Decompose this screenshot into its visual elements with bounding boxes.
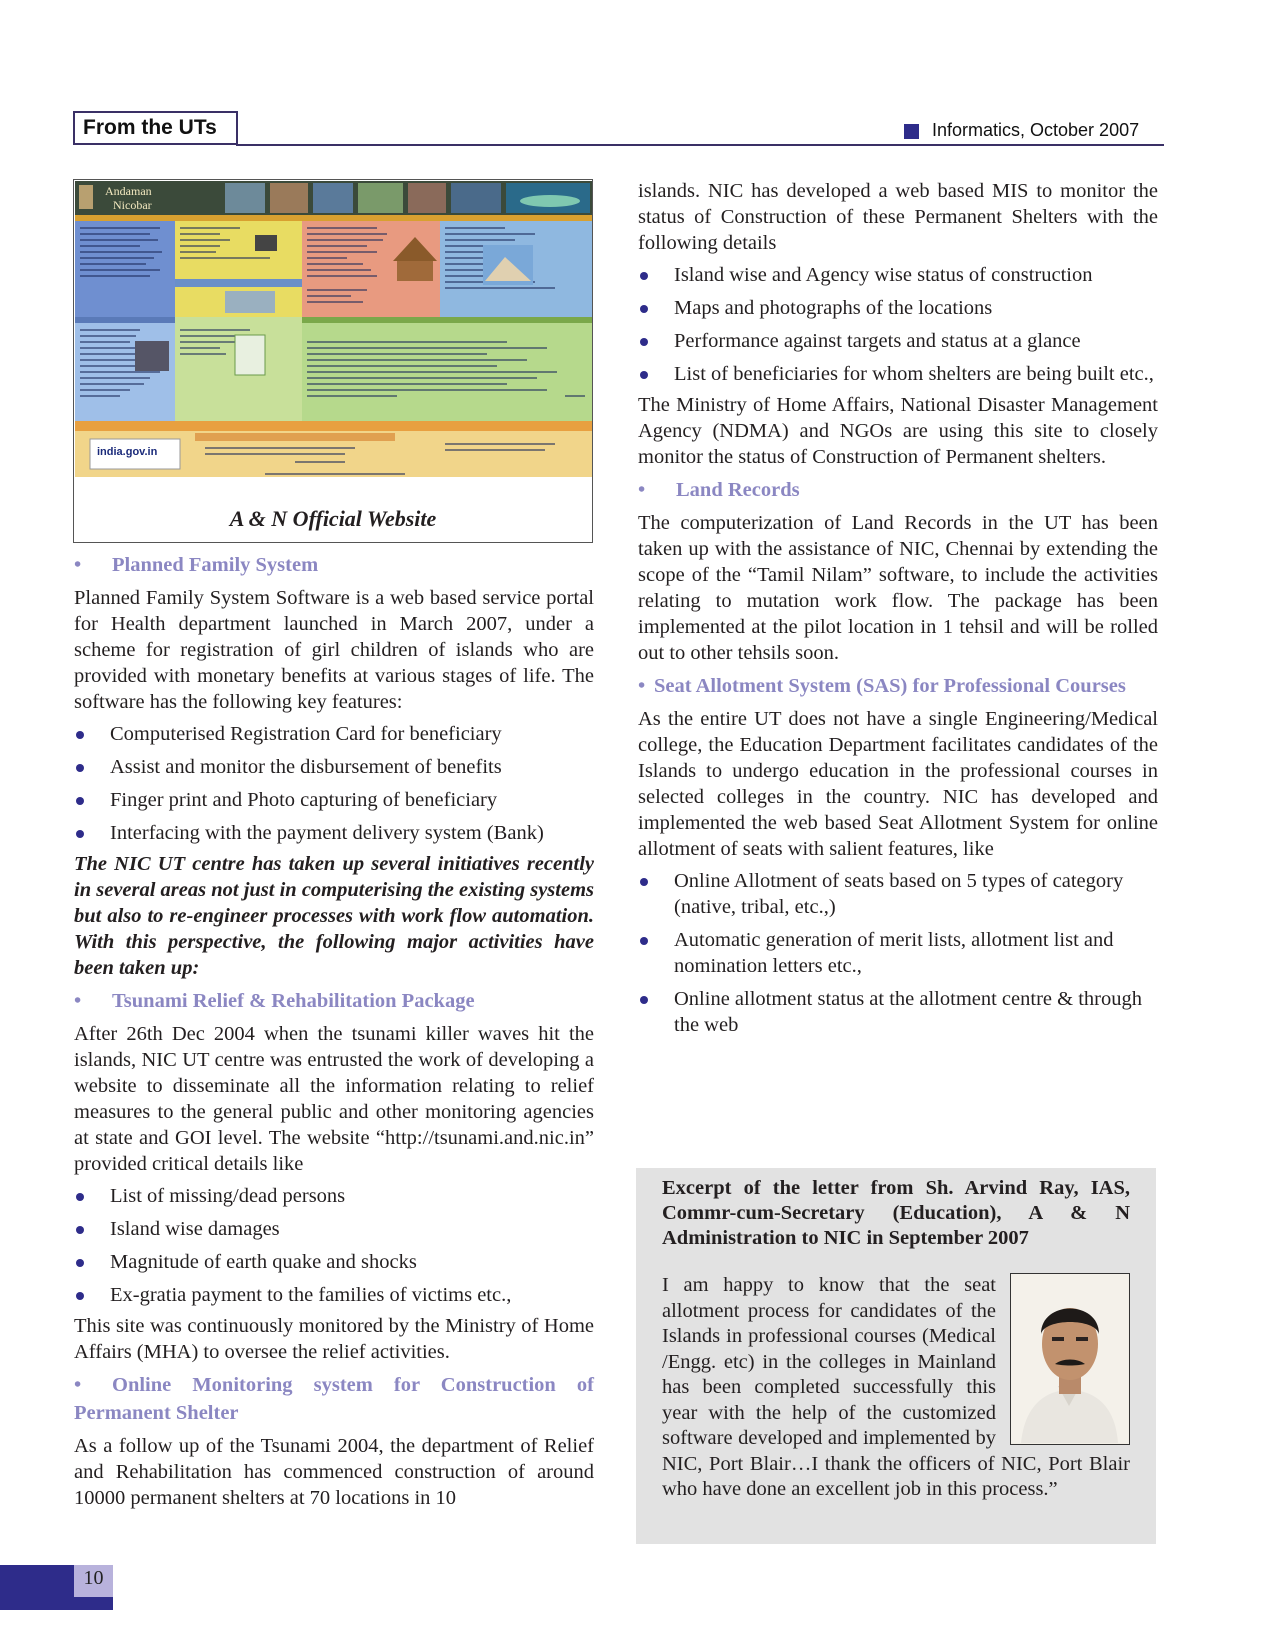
letter-excerpt-box (636, 1168, 1156, 1544)
ministry-paragraph: The Ministry of Home Affairs, National Disaster Management Agency (NDMA) and NGOs are using this site to closely monitor the status of Construction of Permanent shelters. (638, 394, 1158, 468)
figure-caption: A & N Official Website (229, 506, 437, 531)
square-icon (904, 124, 919, 139)
right-column (638, 178, 1158, 1045)
footer-bar (0, 1565, 74, 1610)
left-column (74, 551, 594, 1511)
land-records-paragraph: The computerization of Land Records in the UT has been taken up with the assistance of NIC, Chennai by extending the scope of the “Tamil Nilam” software, to include the activities relating to mutation work flow. The package has been implemented at the pilot location in 1 tehsil and will be rolled out to other tehsils soon. (638, 512, 1158, 664)
list-item: Interfacing with the payment delivery system (Bank) (74, 820, 594, 846)
website-figure (73, 179, 593, 543)
excerpt-body: I am happy to know that the seat allotment process for candidates of the Islands in professional courses (Medical /Engg. etc) in the colleges in Mainland has been completed successfully this year with the help of the customized software developed and implemented by NIC, Port Blair…I thank the officers of NIC, Port Blair who have done an excellent job in this process.” (662, 1274, 1130, 1500)
heading-planned-family: • Planned Family System (74, 554, 319, 576)
list-item: Island wise damages (74, 1216, 594, 1242)
site-title-1: Andaman (105, 184, 152, 198)
section-label: From the UTs (73, 111, 238, 145)
tsunami-paragraph: After 26th Dec 2004 when the tsunami killer waves hit the islands, NIC UT centre was entrusted the work of developing a website to disseminate all the information relating to relief measures to the general public and other monitoring agencies at state and GOI level. The website “http://tsunami.and.nic.in” provided critical details like (74, 1023, 594, 1175)
planned-family-paragraph: Planned Family System Software is a web based service portal for Health department launched in March 2007, under a scheme for registration of girl children of islands who are provided with monetary benefits at various stages of life. The software has the following key features: (74, 587, 594, 713)
list-item: Finger print and Photo capturing of beneficiary (74, 787, 594, 813)
excerpt-heading: Excerpt of the letter from Sh. Arvind Ray, IAS, Commr-cum-Secretary (Education), A & N Administration to NIC in September 2007 (662, 1177, 1130, 1249)
portrait-photo (1010, 1273, 1130, 1445)
shelter-list (638, 262, 1158, 387)
tsunami-list (74, 1183, 594, 1308)
list-item: Island wise and Agency wise status of construction (638, 262, 1158, 288)
list-item: Online allotment status at the allotment centre & through the web (638, 986, 1158, 1038)
shelter-continued-paragraph: islands. NIC has developed a web based MIS to monitor the status of Construction of these Permanent Shelters with the following details (638, 180, 1158, 254)
page-number: 10 (83, 1567, 104, 1589)
list-item: Ex-gratia payment to the families of victims etc., (74, 1282, 594, 1308)
india-gov-badge: india.gov.in (97, 446, 158, 458)
heading-seat-allotment: • Seat Allotment System (SAS) for Professional Courses (638, 675, 1126, 697)
list-item: Maps and photographs of the locations (638, 295, 1158, 321)
header-rule (236, 144, 1164, 146)
excerpt-body-wrap (662, 1273, 1130, 1503)
website-screenshot (75, 181, 592, 501)
list-item: Magnitude of earth quake and shocks (74, 1249, 594, 1275)
heading-land-records: • Land Records (638, 479, 800, 501)
issue-label: Informatics, October 2007 (932, 120, 1140, 140)
list-item: Assist and monitor the disbursement of benefits (74, 754, 594, 780)
seat-allotment-list (638, 868, 1158, 1038)
list-item: List of missing/dead persons (74, 1183, 594, 1209)
initiatives-paragraph: The NIC UT centre has taken up several initiatives recently in several areas not just in computerising the existing systems but also to re-engineer processes with work flow automation. With this perspective, the following major activities have been taken up: (74, 853, 594, 979)
planned-family-list (74, 721, 594, 846)
list-item: Online Allotment of seats based on 5 types of category (native, tribal, etc.,) (638, 868, 1158, 920)
list-item: List of beneficiaries for whom shelters are being built etc., (638, 361, 1158, 387)
shelter-paragraph: As a follow up of the Tsunami 2004, the department of Relief and Rehabilitation has commenced construction of around 10000 permanent shelters at 70 locations in 10 (74, 1435, 594, 1509)
monitored-paragraph: This site was continuously monitored by the Ministry of Home Affairs (MHA) to oversee the relief activities. (74, 1315, 594, 1363)
list-item: Automatic generation of merit lists, allotment list and nomination letters etc., (638, 927, 1158, 979)
heading-tsunami: • Tsunami Relief & Rehabilitation Package (74, 990, 475, 1012)
heading-shelter: • Online Monitoring system for Construction of Permanent Shelter (74, 1374, 594, 1424)
site-title-2: Nicobar (113, 198, 152, 212)
list-item: Computerised Registration Card for beneficiary (74, 721, 594, 747)
footer-underline (74, 1597, 113, 1610)
seat-allotment-paragraph: As the entire UT does not have a single Engineering/Medical college, the Education Department facilitates candidates of the Islands to undergo education in the professional courses in selected colleges in the country. NIC has developed and implemented the web based Seat Allotment System for online allotment of seats with salient features, like (638, 708, 1158, 860)
list-item: Performance against targets and status at a glance (638, 328, 1158, 354)
portrait-image (1011, 1274, 1128, 1443)
